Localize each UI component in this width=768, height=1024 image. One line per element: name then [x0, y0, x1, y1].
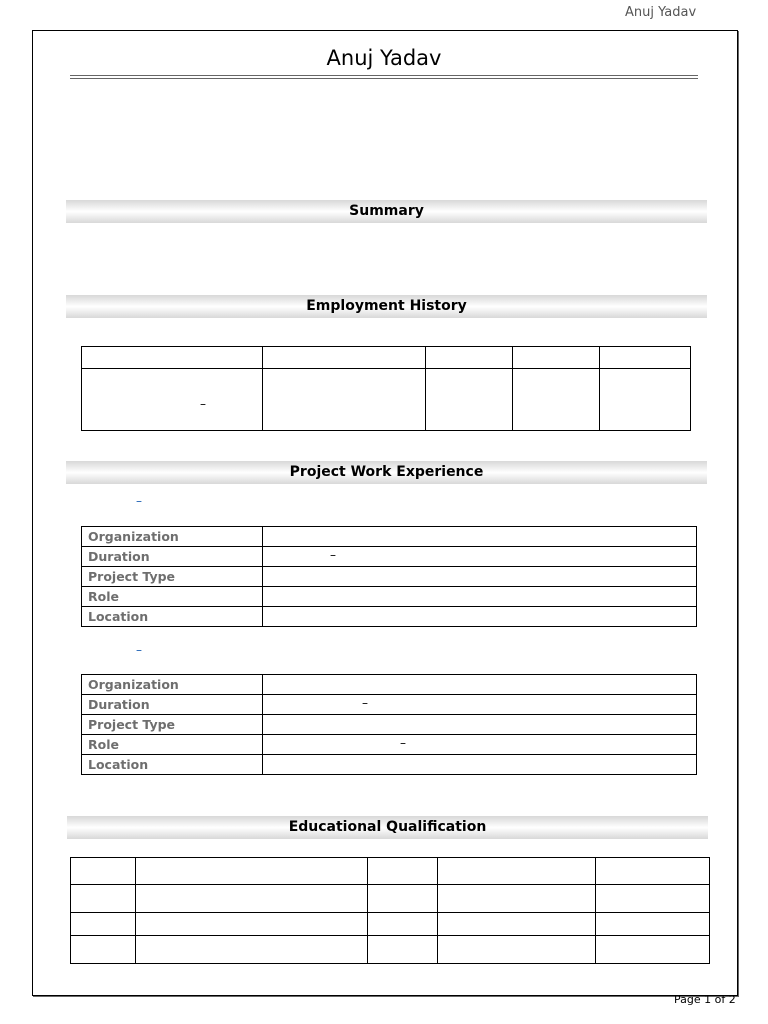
education-cell — [136, 913, 368, 936]
employment-header-cell — [426, 347, 513, 369]
section-employment: Employment History — [66, 295, 707, 318]
education-cell — [438, 913, 596, 936]
project-field-label: Location — [82, 607, 263, 627]
education-cell — [368, 885, 438, 913]
education-table — [70, 857, 710, 964]
education-cell — [438, 936, 596, 964]
project-field-value — [263, 547, 697, 567]
employment-cell — [263, 369, 426, 431]
education-cell — [71, 885, 136, 913]
duration-dash: – — [362, 696, 368, 710]
page-number-footer: Page 1 of 2 — [674, 993, 736, 1006]
project-field-value — [263, 715, 697, 735]
education-cell — [438, 858, 596, 885]
running-header-name: Anuj Yadav — [625, 5, 697, 20]
duration-dash: – — [330, 548, 336, 562]
employment-cell — [82, 369, 263, 431]
education-cell — [438, 885, 596, 913]
employment-header-cell — [82, 347, 263, 369]
education-cell — [596, 913, 710, 936]
project-field-label: Project Type — [82, 567, 263, 587]
project-field-value — [263, 755, 697, 775]
project-1-table — [81, 526, 697, 627]
employment-cell — [426, 369, 513, 431]
education-cell — [136, 885, 368, 913]
education-cell — [136, 858, 368, 885]
employment-header-cell — [513, 347, 600, 369]
project-1-link-dash[interactable]: – — [136, 494, 142, 508]
project-field-label: Organization — [82, 675, 263, 695]
project-field-value — [263, 735, 697, 755]
project-field-label: Project Type — [82, 715, 263, 735]
education-cell — [71, 858, 136, 885]
education-cell — [368, 858, 438, 885]
project-field-value — [263, 587, 697, 607]
section-projects: Project Work Experience — [66, 461, 707, 484]
page-frame — [32, 30, 738, 996]
project-field-label: Organization — [82, 527, 263, 547]
employment-table — [81, 346, 691, 431]
project-field-label: Duration — [82, 547, 263, 567]
project-field-value — [263, 567, 697, 587]
project-field-value — [263, 527, 697, 547]
project-field-value — [263, 607, 697, 627]
education-cell — [596, 885, 710, 913]
education-cell — [596, 936, 710, 964]
project-field-label: Duration — [82, 695, 263, 715]
project-field-label: Role — [82, 587, 263, 607]
employment-header-cell — [600, 347, 691, 369]
education-cell — [71, 913, 136, 936]
title-rule-top — [70, 75, 698, 76]
employment-cell — [513, 369, 600, 431]
resume-name: Anuj Yadav — [326, 46, 442, 70]
project-2-table — [81, 674, 697, 775]
education-cell — [368, 936, 438, 964]
section-summary: Summary — [66, 200, 707, 223]
education-cell — [368, 913, 438, 936]
education-cell — [71, 936, 136, 964]
education-cell — [136, 936, 368, 964]
project-field-label: Location — [82, 755, 263, 775]
project-2-link-dash[interactable]: – — [136, 643, 142, 657]
education-cell — [596, 858, 710, 885]
project-field-label: Role — [82, 735, 263, 755]
employment-dash: – — [200, 397, 206, 411]
title-rule-bottom — [70, 78, 698, 79]
section-education: Educational Qualification — [67, 816, 708, 839]
role-dash: – — [400, 736, 406, 750]
project-field-value — [263, 675, 697, 695]
project-field-value — [263, 695, 697, 715]
employment-header-cell — [263, 347, 426, 369]
employment-cell — [600, 369, 691, 431]
